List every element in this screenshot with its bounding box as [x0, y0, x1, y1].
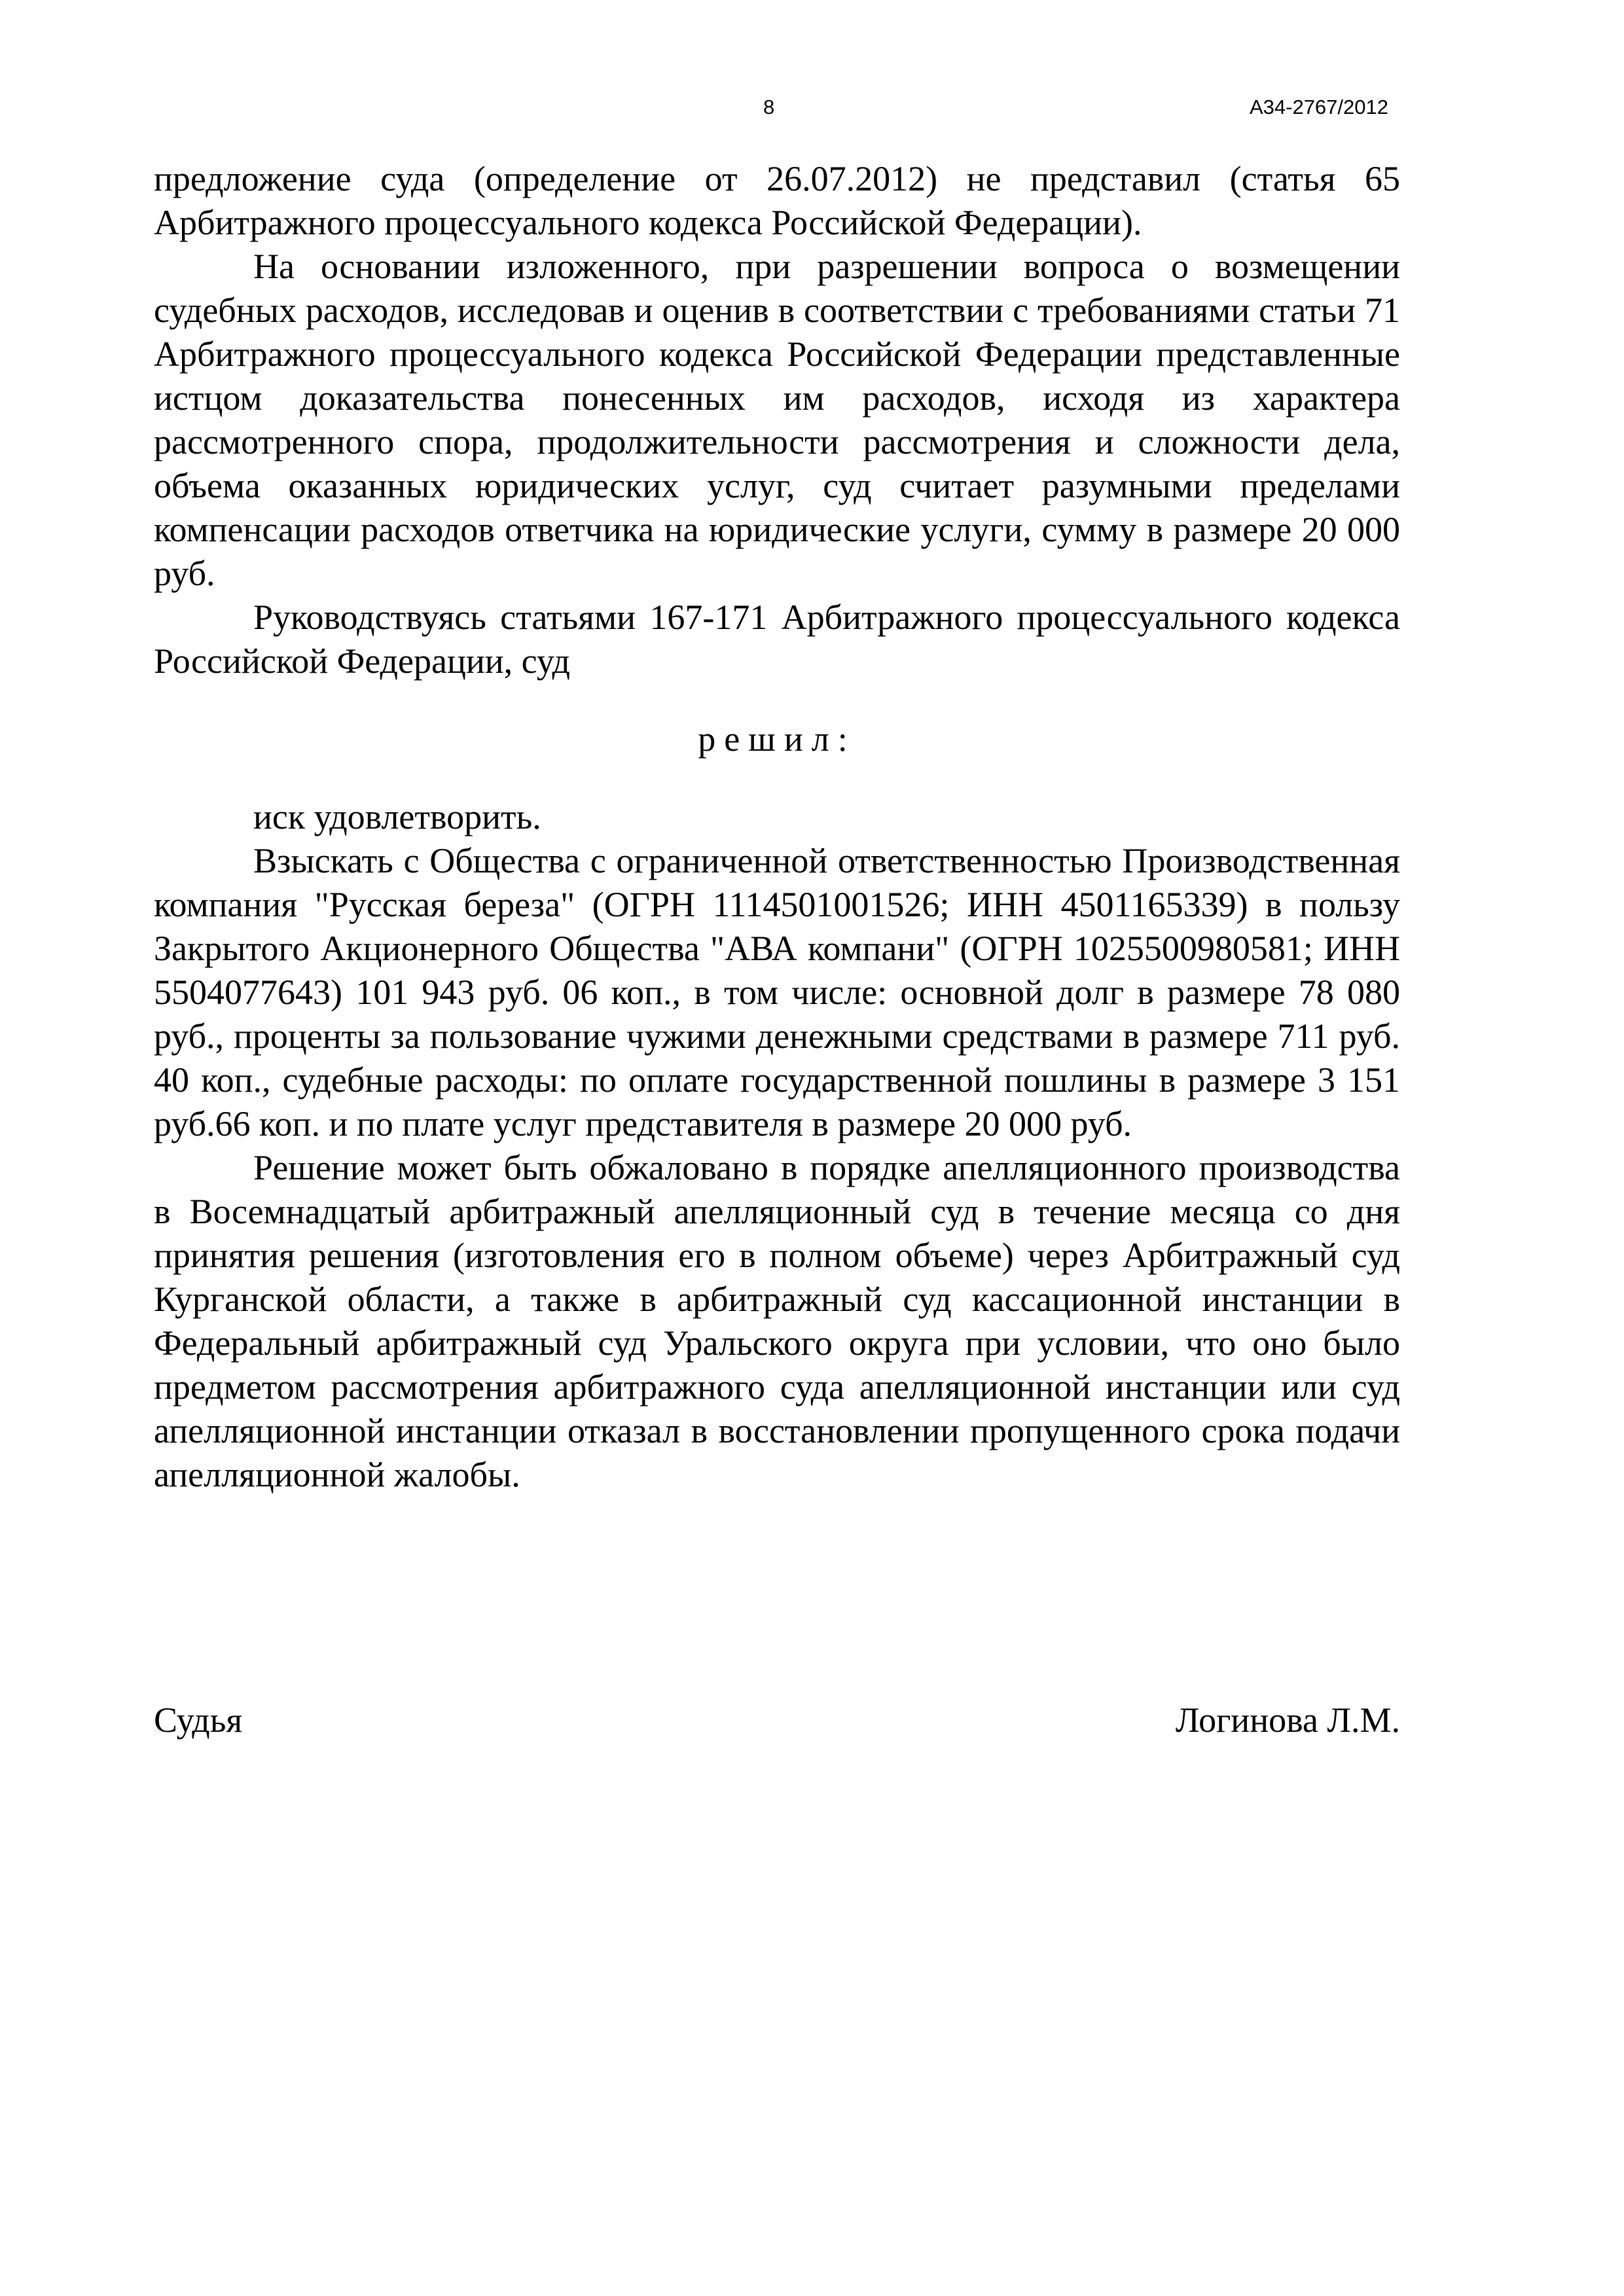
paragraph-legal-basis: Руководствуясь статьями 167-171 Арбитражного процессуального кодекса Российской Федерации, суд: [154, 598, 1400, 681]
page-number: 8: [763, 96, 775, 118]
paragraph-claim-granted: иск удовлетворить.: [253, 797, 541, 836]
paragraph-recovery: Взыскать с Общества с ограниченной ответственностью Производственная компания "Русская береза" (ОГРН 1114501001526; ИНН 4501165339) в пользу Закрытого Акционерного Общества "АВА компани" (ОГРН 1025500980581; ИНН 5504077643) 101 943 руб. 06 коп., в том числе: основной долг в размере 78 080 руб., проценты за пользование чужими денежными средствами в размере 711 руб. 40 коп., судебные расходы: по оплате государственной пошлины в размере 3 151 руб.66 коп. и по плате услуг представителя в размере 20 000 руб.: [154, 841, 1400, 1143]
paragraph-costs-reasoning: На основании изложенного, при разрешении вопроса о возмещении судебных расходов, исследовав и оценив в соответствии с требованиями статьи 71 Арбитражного процессуального кодекса Российской Федерации представленные истцом доказательства понесенных им расходов, исходя из характера рассмотренного спора, продолжительности рассмотрения и сложности дела, объема оказанных юридических услуг, суд считает разумными пределами компенсации расходов ответчика на юридические услуги, сумму в размере 20 000 руб.: [154, 247, 1400, 593]
paragraph-appeal: Решение может быть обжаловано в порядке апелляционного производства в Восемнадцатый арбитражный апелляционный суд в течение месяца со дня принятия решения (изготовления его в полном объеме) через Арбитражный суд Курганской области, а также в арбитражный суд кассационной инстанции в Федеральный арбитражный суд Уральского округа при условии, что оно было предметом рассмотрения арбитражного суда апелляционной инстанции или суд апелляционной инстанции отказал в восстановлении пропущенного срока подачи апелляционной жалобы.: [154, 1148, 1400, 1494]
signature-name: Логинова Л.М.: [1175, 1700, 1400, 1740]
paragraph-continuation: предложение суда (определение от 26.07.2012) не представил (статья 65 Арбитражного процессуального кодекса Российской Федерации).: [154, 159, 1400, 242]
document-body: [154, 157, 1400, 1497]
decision-heading: решил:: [698, 719, 856, 759]
page-header: [0, 96, 1624, 128]
signature-block: [154, 1698, 1400, 1742]
signature-role: Судья: [154, 1700, 243, 1740]
case-number: А34-2767/2012: [1249, 96, 1388, 118]
